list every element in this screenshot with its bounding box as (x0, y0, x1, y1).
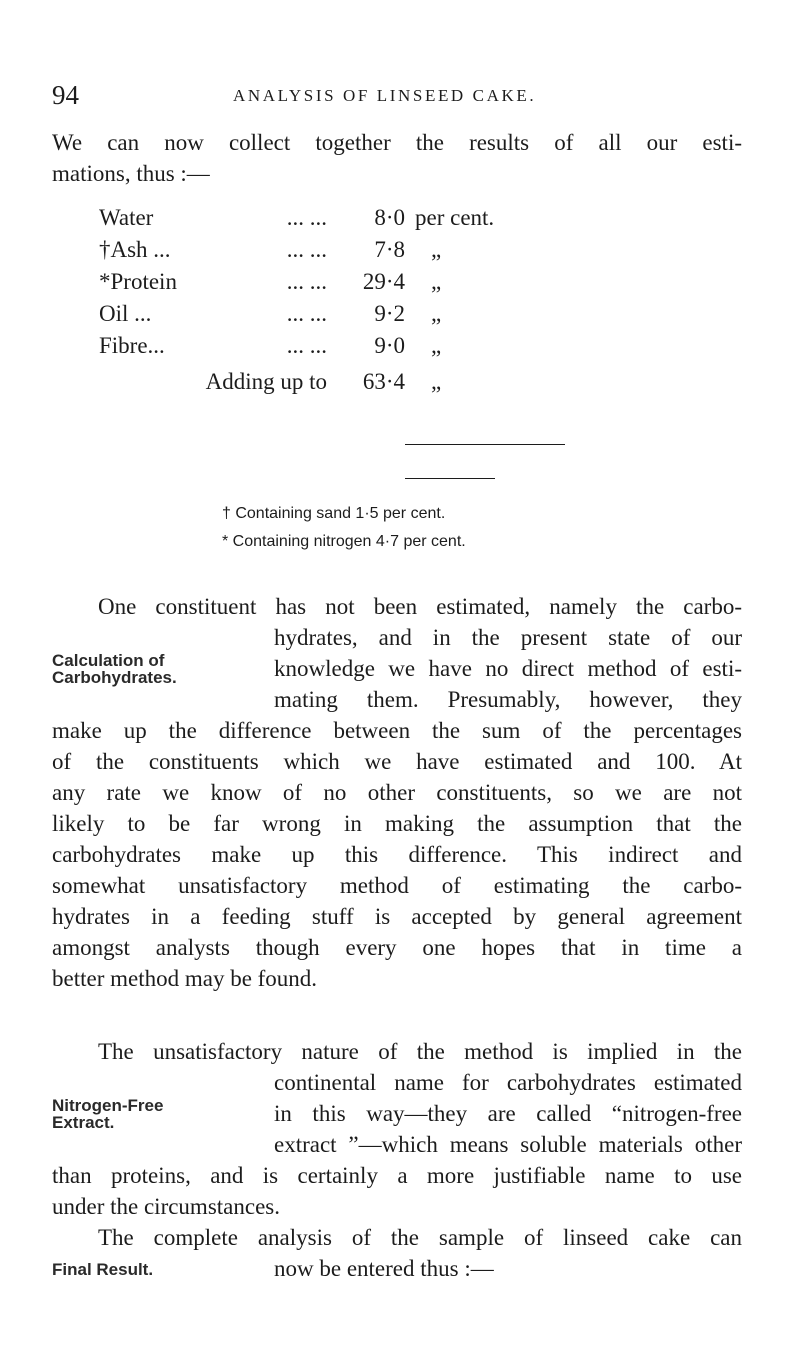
nitrogen-free-paragraph (52, 1036, 742, 1222)
ditto-mark: „ (431, 369, 442, 394)
footnotes (222, 500, 466, 556)
footnote-dagger: † Containing sand 1·5 per cent. (222, 505, 446, 522)
text-line: better method may be found. (52, 966, 318, 991)
constituent-name: Oil ... (99, 301, 152, 326)
text-line: under the circumstances. (52, 1194, 280, 1219)
text-line: knowledge we have no direct method of esti- (274, 656, 742, 681)
intro-paragraph (52, 127, 742, 189)
text-line: One constituent has not been estimated, namely the carbo- (98, 594, 742, 619)
sum-rule (405, 444, 565, 445)
ditto-mark: „ (431, 237, 442, 262)
sidenote-line: Calculation of (52, 651, 165, 670)
leader-dots: ... ... (286, 269, 327, 294)
constituent-name: Water (99, 205, 154, 230)
sidenote-line: Extract. (52, 1113, 115, 1132)
leader-dots: ... ... (286, 205, 327, 230)
text-line: in this way—they are called “nitrogen-free (274, 1101, 742, 1126)
text-line: than proteins, and is certainly a more justifiable name to use (52, 1163, 742, 1188)
text-line: extract ”—which means soluble materials other (274, 1132, 742, 1157)
constituent-name: †Ash ... (99, 237, 171, 262)
total-label: Adding up to (205, 369, 327, 394)
percentage-value: 7·8 (374, 237, 405, 262)
total-value: 63·4 (362, 369, 405, 394)
percentage-unit: per cent. (415, 205, 495, 230)
table-row (99, 266, 494, 298)
text-line: mations, thus :— (52, 161, 210, 186)
sidenote-line: Final Result. (52, 1260, 154, 1279)
text-line: make up the difference between the sum of the percentages (52, 718, 742, 743)
percentage-value: 9·2 (374, 301, 405, 326)
leader-dots: ... ... (286, 333, 327, 358)
text-line: carbohydrates make up this difference. This indirect and (52, 842, 742, 867)
table-row (99, 202, 494, 234)
text-line: now be entered thus :— (274, 1256, 494, 1281)
leader-dots: ... ... (286, 237, 327, 262)
total-row (99, 362, 494, 398)
carbohydrates-paragraph (52, 591, 742, 994)
percentage-value: 9·0 (374, 333, 405, 358)
results-table (99, 202, 494, 398)
text-line: any rate we know of no other constituents, so we are not (52, 780, 742, 805)
percentage-value: 8·0 (374, 205, 405, 230)
sidenote-line: Nitrogen-Free (52, 1096, 164, 1115)
table-row (99, 330, 494, 362)
text-line: We can now collect together the results of all our esti- (52, 130, 742, 155)
table-row (99, 234, 494, 266)
footnote-asterisk: * Containing nitrogen 4·7 per cent. (222, 533, 466, 550)
text-line: hydrates in a feeding stuff is accepted by general agreement (52, 904, 742, 929)
text-line: of the constituents which we have estimated and 100. At (52, 749, 742, 774)
constituent-name: *Protein (99, 269, 177, 294)
ditto-mark: „ (431, 301, 442, 326)
text-line: somewhat unsatisfactory method of estimating the carbo- (52, 873, 742, 898)
text-line: mating them. Presumably, however, they (274, 687, 742, 712)
sidenote-line: Carbohydrates. (52, 668, 177, 687)
final-paragraph (52, 1222, 742, 1284)
ditto-mark: „ (431, 269, 442, 294)
constituent-name: Fibre... (99, 333, 165, 358)
table-row (99, 298, 494, 330)
ditto-mark: „ (431, 333, 442, 358)
running-title: ANALYSIS OF LINSEED CAKE. (233, 86, 537, 105)
page-number: 94 (52, 80, 79, 110)
text-line: likely to be far wrong in making the assumption that the (52, 811, 742, 836)
text-line: The unsatisfactory nature of the method is implied in the (98, 1039, 742, 1064)
text-line: hydrates, and in the present state of our (274, 625, 742, 650)
leader-dots: ... ... (286, 301, 327, 326)
text-line: continental name for carbohydrates estimated (274, 1070, 742, 1095)
total-underline (405, 478, 495, 479)
text-line: amongst analysts though every one hopes that in time a (52, 935, 742, 960)
percentage-value: 29·4 (362, 269, 405, 294)
text-line: The complete analysis of the sample of linseed cake can (98, 1225, 742, 1250)
